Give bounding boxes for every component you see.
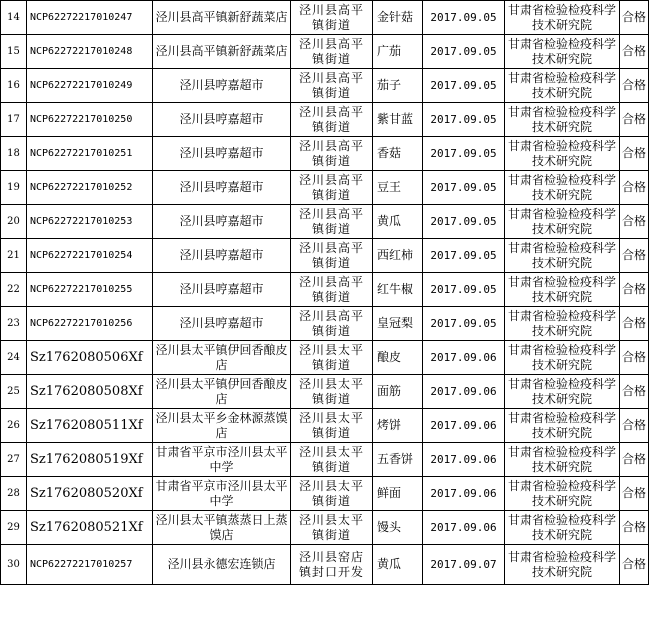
result-cell: 合格 [620,35,649,69]
sample-code-cell: NCP62272217010254 [27,239,153,273]
row-number-cell: 14 [1,1,27,35]
sample-code-cell: Sz1762080521Xf [27,511,153,545]
table-row [1,239,649,273]
food-item-cell: 香菇 [373,137,423,171]
result-cell: 合格 [620,307,649,341]
food-item-cell: 黄瓜 [373,205,423,239]
testing-agency-cell: 甘肃省检验检疫科学技术研究院 [505,273,620,307]
food-item-cell: 酿皮 [373,341,423,375]
row-number-cell: 27 [1,443,27,477]
testing-agency-cell: 甘肃省检验检疫科学技术研究院 [505,409,620,443]
table-row [1,307,649,341]
table-row [1,341,649,375]
testing-agency-cell: 甘肃省检验检疫科学技术研究院 [505,103,620,137]
sampling-date-cell: 2017.09.06 [423,511,505,545]
testing-agency-cell: 甘肃省检验检疫科学技术研究院 [505,69,620,103]
result-cell: 合格 [620,341,649,375]
location-cell: 泾川县高平镇街道 [291,103,373,137]
store-name-cell: 泾川县哼嘉超市 [153,69,291,103]
store-name-cell: 泾川县太平乡金林源蒸馍店 [153,409,291,443]
sample-code-cell: NCP62272217010249 [27,69,153,103]
food-item-cell: 紫甘蓝 [373,103,423,137]
store-name-cell: 泾川县哼嘉超市 [153,137,291,171]
table-row [1,137,649,171]
food-item-cell: 五香饼 [373,443,423,477]
sampling-date-cell: 2017.09.06 [423,409,505,443]
table-row [1,1,649,35]
store-name-cell: 泾川县哼嘉超市 [153,307,291,341]
table-row [1,205,649,239]
sample-code-cell: NCP62272217010255 [27,273,153,307]
testing-agency-cell: 甘肃省检验检疫科学技术研究院 [505,137,620,171]
row-number-cell: 15 [1,35,27,69]
food-item-cell: 广茄 [373,35,423,69]
table-body [1,1,649,585]
row-number-cell: 25 [1,375,27,409]
result-cell: 合格 [620,1,649,35]
location-cell: 泾川县高平镇街道 [291,171,373,205]
testing-agency-cell: 甘肃省检验检疫科学技术研究院 [505,1,620,35]
result-cell: 合格 [620,205,649,239]
location-cell: 泾川县高平镇街道 [291,205,373,239]
location-cell: 泾川县高平镇街道 [291,239,373,273]
result-cell: 合格 [620,103,649,137]
food-item-cell: 豆王 [373,171,423,205]
sample-code-cell: NCP62272217010247 [27,1,153,35]
location-cell: 泾川县高平镇街道 [291,137,373,171]
store-name-cell: 泾川县太平镇伊回香酿皮店 [153,375,291,409]
table-row [1,103,649,137]
sample-code-cell: Sz1762080511Xf [27,409,153,443]
sample-code-cell: NCP62272217010250 [27,103,153,137]
location-cell: 泾川县太平镇街道 [291,443,373,477]
row-number-cell: 16 [1,69,27,103]
food-item-cell: 红牛椒 [373,273,423,307]
sampling-date-cell: 2017.09.06 [423,477,505,511]
food-item-cell: 西红柿 [373,239,423,273]
testing-agency-cell: 甘肃省检验检疫科学技术研究院 [505,35,620,69]
store-name-cell: 泾川县哼嘉超市 [153,239,291,273]
store-name-cell: 泾川县哼嘉超市 [153,205,291,239]
sampling-date-cell: 2017.09.07 [423,545,505,585]
location-cell: 泾川县太平镇街道 [291,409,373,443]
row-number-cell: 19 [1,171,27,205]
result-cell: 合格 [620,545,649,585]
sampling-date-cell: 2017.09.05 [423,103,505,137]
sample-code-cell: Sz1762080508Xf [27,375,153,409]
result-cell: 合格 [620,409,649,443]
sample-code-cell: NCP62272217010253 [27,205,153,239]
testing-agency-cell: 甘肃省检验检疫科学技术研究院 [505,171,620,205]
location-cell: 泾川县高平镇街道 [291,69,373,103]
food-item-cell: 馒头 [373,511,423,545]
result-cell: 合格 [620,477,649,511]
sample-code-cell: Sz1762080519Xf [27,443,153,477]
sample-code-cell: Sz1762080506Xf [27,341,153,375]
table-row [1,545,649,585]
sample-code-cell: Sz1762080520Xf [27,477,153,511]
sampling-date-cell: 2017.09.05 [423,307,505,341]
food-item-cell: 茄子 [373,69,423,103]
store-name-cell: 泾川县太平镇伊回香酿皮店 [153,341,291,375]
testing-agency-cell: 甘肃省检验检疫科学技术研究院 [505,545,620,585]
result-cell: 合格 [620,137,649,171]
sampling-date-cell: 2017.09.05 [423,137,505,171]
location-cell: 泾川县高平镇街道 [291,307,373,341]
row-number-cell: 18 [1,137,27,171]
store-name-cell: 泾川县太平镇蒸蒸日上蒸馍店 [153,511,291,545]
result-cell: 合格 [620,273,649,307]
location-cell: 泾川县窑店镇封口开发 [291,545,373,585]
location-cell: 泾川县太平镇街道 [291,341,373,375]
testing-agency-cell: 甘肃省检验检疫科学技术研究院 [505,375,620,409]
sampling-date-cell: 2017.09.06 [423,375,505,409]
food-item-cell: 烤饼 [373,409,423,443]
store-name-cell: 泾川县高平镇新舒蔬菜店 [153,1,291,35]
table-row [1,409,649,443]
food-item-cell: 金针菇 [373,1,423,35]
location-cell: 泾川县太平镇街道 [291,511,373,545]
result-cell: 合格 [620,375,649,409]
result-cell: 合格 [620,511,649,545]
sampling-date-cell: 2017.09.05 [423,171,505,205]
row-number-cell: 30 [1,545,27,585]
result-cell: 合格 [620,171,649,205]
store-name-cell: 泾川县哼嘉超市 [153,103,291,137]
table-row [1,171,649,205]
result-cell: 合格 [620,69,649,103]
testing-agency-cell: 甘肃省检验检疫科学技术研究院 [505,307,620,341]
sample-code-cell: NCP62272217010257 [27,545,153,585]
row-number-cell: 26 [1,409,27,443]
row-number-cell: 28 [1,477,27,511]
store-name-cell: 甘肃省平京市泾川县太平中学 [153,443,291,477]
table-row [1,35,649,69]
store-name-cell: 泾川县高平镇新舒蔬菜店 [153,35,291,69]
store-name-cell: 甘肃省平京市泾川县太平中学 [153,477,291,511]
food-item-cell: 面筋 [373,375,423,409]
location-cell: 泾川县高平镇街道 [291,35,373,69]
location-cell: 泾川县太平镇街道 [291,477,373,511]
sampling-date-cell: 2017.09.05 [423,205,505,239]
row-number-cell: 24 [1,341,27,375]
sampling-date-cell: 2017.09.05 [423,69,505,103]
row-number-cell: 17 [1,103,27,137]
table-row [1,69,649,103]
testing-agency-cell: 甘肃省检验检疫科学技术研究院 [505,341,620,375]
table-row [1,443,649,477]
row-number-cell: 22 [1,273,27,307]
testing-agency-cell: 甘肃省检验检疫科学技术研究院 [505,239,620,273]
food-item-cell: 鲜面 [373,477,423,511]
sample-code-cell: NCP62272217010251 [27,137,153,171]
store-name-cell: 泾川县哼嘉超市 [153,171,291,205]
row-number-cell: 21 [1,239,27,273]
table-row [1,273,649,307]
testing-agency-cell: 甘肃省检验检疫科学技术研究院 [505,477,620,511]
result-cell: 合格 [620,239,649,273]
store-name-cell: 泾川县哼嘉超市 [153,273,291,307]
table-row [1,375,649,409]
sampling-date-cell: 2017.09.05 [423,239,505,273]
location-cell: 泾川县太平镇街道 [291,375,373,409]
sampling-date-cell: 2017.09.05 [423,1,505,35]
sample-code-cell: NCP62272217010256 [27,307,153,341]
sampling-date-cell: 2017.09.06 [423,341,505,375]
testing-agency-cell: 甘肃省检验检疫科学技术研究院 [505,443,620,477]
row-number-cell: 20 [1,205,27,239]
sample-code-cell: NCP62272217010248 [27,35,153,69]
location-cell: 泾川县高平镇街道 [291,1,373,35]
testing-agency-cell: 甘肃省检验检疫科学技术研究院 [505,205,620,239]
result-cell: 合格 [620,443,649,477]
sample-code-cell: NCP62272217010252 [27,171,153,205]
row-number-cell: 29 [1,511,27,545]
testing-agency-cell: 甘肃省检验检疫科学技术研究院 [505,511,620,545]
location-cell: 泾川县高平镇街道 [291,273,373,307]
row-number-cell: 23 [1,307,27,341]
sampling-date-cell: 2017.09.06 [423,443,505,477]
table-row [1,511,649,545]
sampling-date-cell: 2017.09.05 [423,273,505,307]
food-item-cell: 皇冠梨 [373,307,423,341]
sampling-date-cell: 2017.09.05 [423,35,505,69]
table-row [1,477,649,511]
store-name-cell: 泾川县永德宏连锁店 [153,545,291,585]
food-item-cell: 黄瓜 [373,545,423,585]
